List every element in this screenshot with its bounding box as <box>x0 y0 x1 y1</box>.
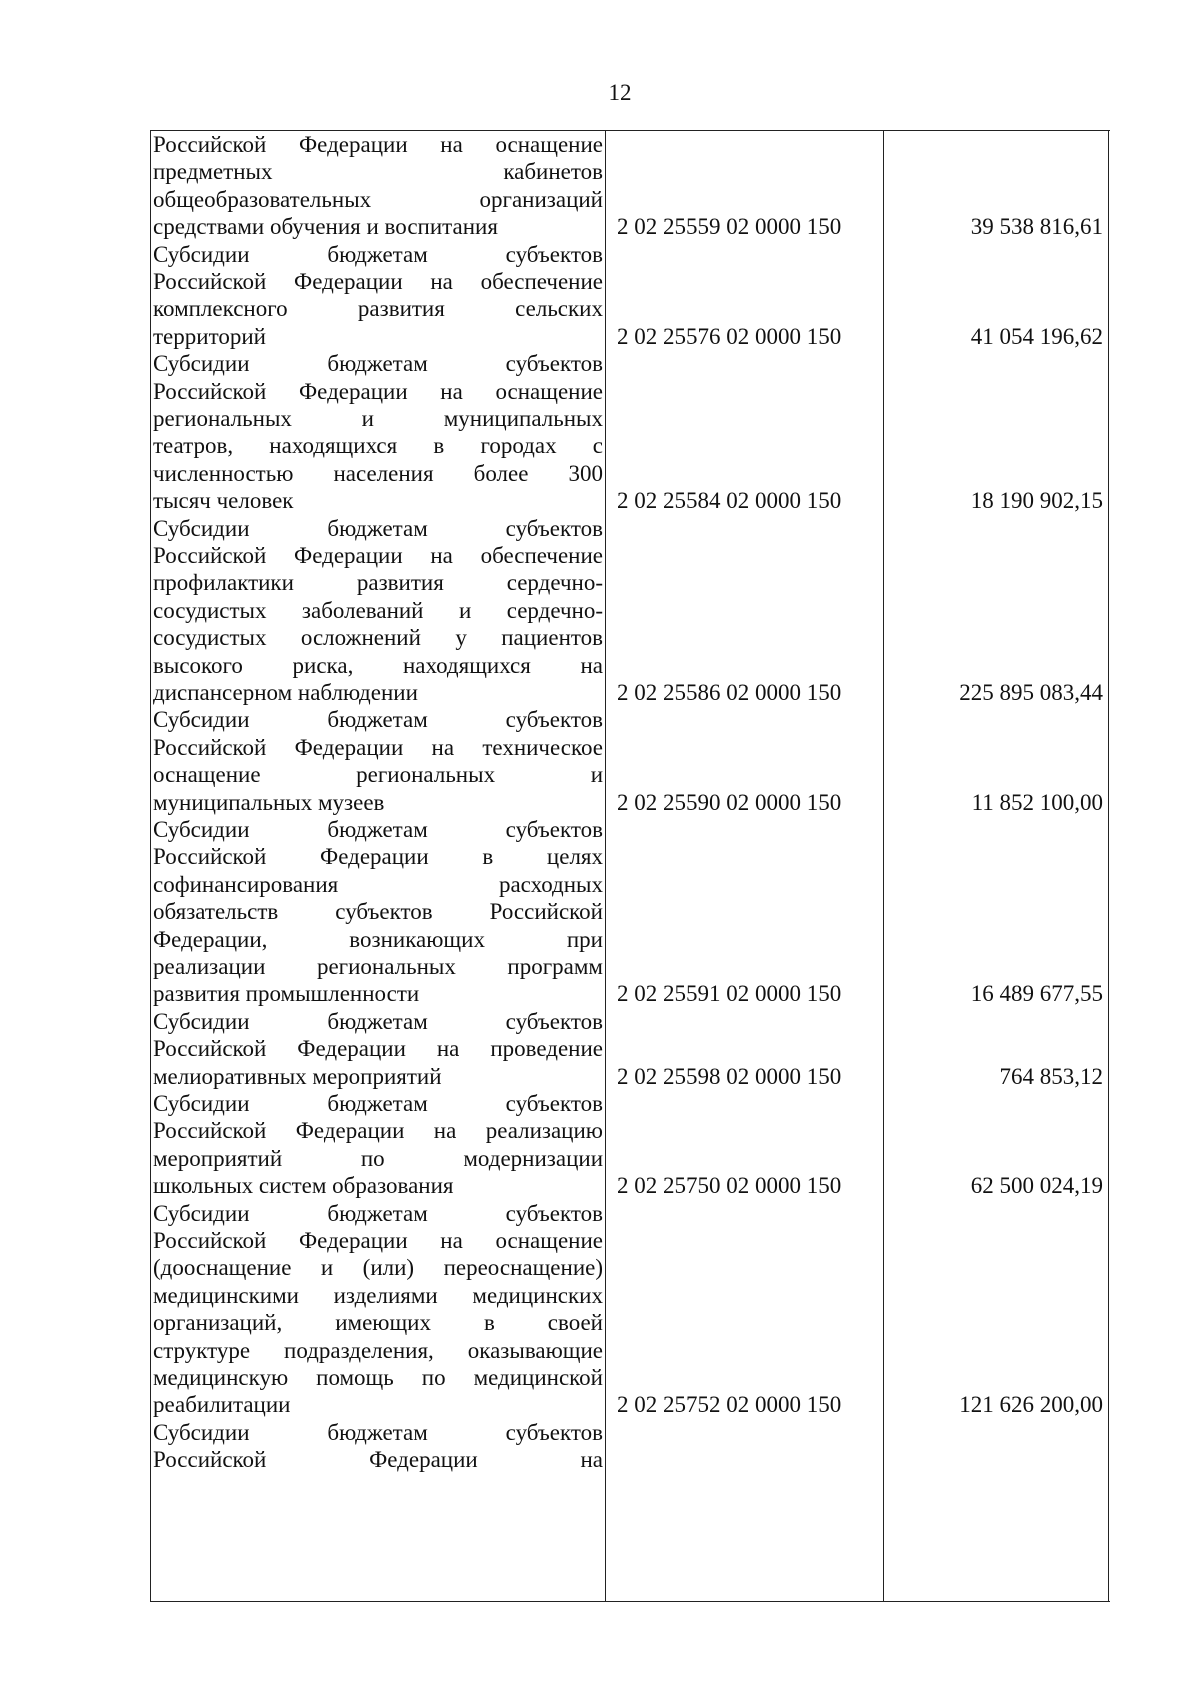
description-line: Российской Федерации на оснащение <box>153 132 603 157</box>
description-line: структуре подразделения, оказывающие <box>153 1337 603 1363</box>
description-line: Субсидии бюджетам субъектов <box>153 241 603 267</box>
description-line: Российской Федерации на оснащение <box>153 1227 603 1253</box>
row-code: 2 02 25559 02 0000 150 <box>617 214 842 240</box>
description-line: театров, находящихся в городах с <box>153 433 603 459</box>
description-line: Федерации, возникающих при <box>153 926 603 952</box>
description-line: Российской Федерации на реализацию <box>153 1118 603 1144</box>
row-amount: 16 489 677,55 <box>970 981 1103 1007</box>
description-line: средствами обучения и воспитания <box>153 214 498 240</box>
description-line: Субсидии бюджетам субъектов <box>153 351 603 377</box>
row-description <box>153 816 603 1008</box>
description-line: комплексного развития сельских <box>153 296 603 322</box>
description-line: диспансерном наблюдении <box>153 679 418 705</box>
row-code: 2 02 25590 02 0000 150 <box>617 789 842 815</box>
page-number: 12 <box>608 80 632 105</box>
description-line: Субсидии бюджетам субъектов <box>153 1008 603 1034</box>
description-line: мероприятий по модернизации <box>153 1145 603 1171</box>
row-amount: 62 500 024,19 <box>970 1173 1103 1199</box>
row-code: 2 02 25586 02 0000 150 <box>617 679 842 705</box>
description-line: численностью населения более 300 <box>153 460 603 486</box>
description-line: реализации региональных программ <box>153 953 603 979</box>
row-amount: 764 853,12 <box>999 1063 1103 1089</box>
description-line: предметных кабинетов <box>153 159 603 185</box>
description-line: сосудистых осложнений у пациентов <box>153 625 603 651</box>
row-description <box>153 706 603 816</box>
row-description <box>153 241 603 351</box>
row-amount: 225 895 083,44 <box>959 679 1103 705</box>
row-code: 2 02 25584 02 0000 150 <box>617 488 842 514</box>
row-amount: 41 054 196,62 <box>970 323 1103 349</box>
description-line: высокого риска, находящихся на <box>153 652 603 678</box>
row-amount: 18 190 902,15 <box>970 488 1103 514</box>
description-line: реабилитации <box>153 1392 291 1418</box>
description-line: Российской Федерации на проведение <box>153 1036 603 1062</box>
description-line: общеобразовательных организаций <box>153 186 603 212</box>
row-description <box>153 131 603 241</box>
budget-table <box>150 130 1110 1602</box>
description-line: мелиоративных мероприятий <box>153 1063 442 1089</box>
description-line: сосудистых заболеваний и сердечно- <box>153 597 603 623</box>
row-code: 2 02 25576 02 0000 150 <box>617 323 842 349</box>
column-divider-description <box>605 131 606 1601</box>
row-amount: 11 852 100,00 <box>971 789 1103 815</box>
row-code: 2 02 25750 02 0000 150 <box>617 1173 842 1199</box>
description-line: развития промышленности <box>153 981 420 1007</box>
description-line: Субсидии бюджетам субъектов <box>153 515 603 541</box>
row-amount: 39 538 816,61 <box>970 214 1103 240</box>
description-line: профилактики развития сердечно- <box>153 570 603 596</box>
row-description <box>153 350 603 514</box>
description-line: тысяч человек <box>153 488 294 514</box>
description-line: (дооснащение и (или) переоснащение) <box>153 1255 603 1281</box>
row-description <box>153 515 603 707</box>
table-border-right <box>1108 131 1109 1601</box>
description-line: Субсидии бюджетам субъектов <box>153 1091 603 1116</box>
description-line: Российской Федерации на обеспечение <box>153 268 603 294</box>
row-code: 2 02 25598 02 0000 150 <box>617 1063 842 1089</box>
description-line: софинансирования расходных <box>153 871 603 897</box>
description-line: Российской Федерации в целях <box>153 844 603 870</box>
row-description <box>153 1200 603 1419</box>
row-amount: 121 626 200,00 <box>959 1392 1103 1418</box>
table-border-left <box>150 131 151 1601</box>
row-description <box>153 1090 603 1200</box>
description-line: организаций, имеющих в своей <box>153 1310 603 1336</box>
description-line: Субсидии бюджетам субъектов <box>153 1200 603 1226</box>
row-code: 2 02 25591 02 0000 150 <box>617 981 842 1007</box>
description-line: территорий <box>153 323 266 349</box>
description-line: Субсидии бюджетам субъектов <box>153 707 603 733</box>
row-description <box>153 1419 603 1474</box>
description-line: Российской Федерации на техническое <box>153 734 603 760</box>
description-line: медицинскими изделиями медицинских <box>153 1282 603 1308</box>
description-line: региональных и муниципальных <box>153 405 603 431</box>
description-line: оснащение региональных и <box>153 762 603 788</box>
description-line: Российской Федерации на <box>153 1447 603 1473</box>
column-divider-code <box>883 131 884 1601</box>
description-line: Субсидии бюджетам субъектов <box>153 817 603 842</box>
description-line: муниципальных музеев <box>153 789 385 815</box>
row-description <box>153 1008 603 1090</box>
description-line: Российской Федерации на оснащение <box>153 378 603 404</box>
description-line: Российской Федерации на обеспечение <box>153 542 603 568</box>
description-line: медицинскую помощь по медицинской <box>153 1364 603 1390</box>
description-line: школьных систем образования <box>153 1173 454 1199</box>
description-line: обязательств субъектов Российской <box>153 899 603 925</box>
description-line: Субсидии бюджетам субъектов <box>153 1419 603 1445</box>
row-code: 2 02 25752 02 0000 150 <box>617 1392 842 1418</box>
